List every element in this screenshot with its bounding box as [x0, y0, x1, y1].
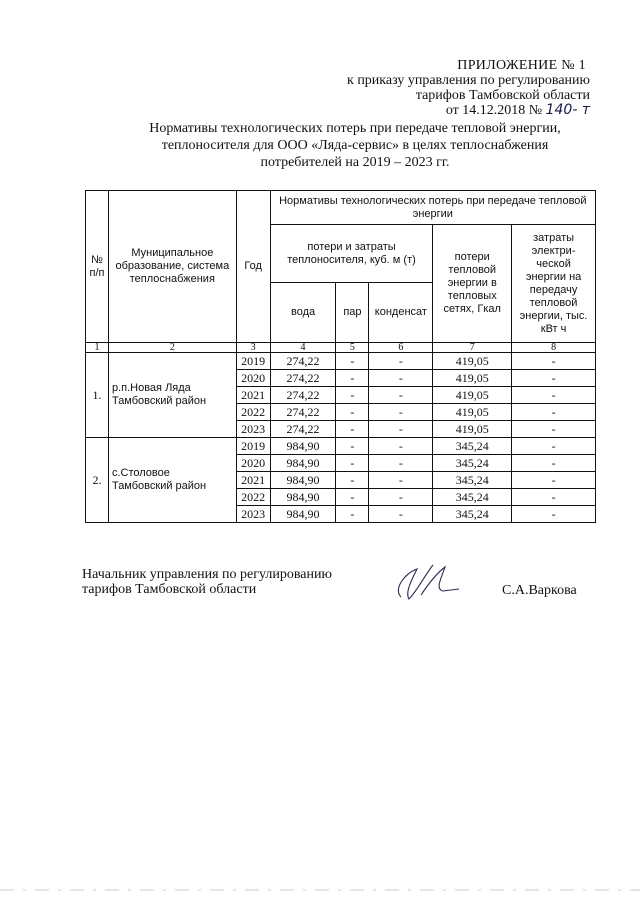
index-cell: 5 [336, 343, 369, 353]
appendix-line-2: тарифов Тамбовской области [415, 88, 590, 103]
electricity-cell: - [512, 353, 596, 370]
index-cell: 4 [270, 343, 336, 353]
year-cell: 2019 [236, 438, 270, 455]
header-condensate: конденсат [369, 283, 433, 343]
header-group: Нормативы технологических потерь при передаче тепловой энергии [270, 191, 595, 225]
condensate-cell: - [369, 472, 433, 489]
index-cell: 6 [369, 343, 433, 353]
electricity-cell: - [512, 387, 596, 404]
condensate-cell: - [369, 506, 433, 523]
year-cell: 2021 [236, 387, 270, 404]
heat-loss-cell: 419,05 [433, 387, 512, 404]
scan-edge-artifact [0, 888, 640, 892]
appendix-line-1: к приказу управления по регулированию [347, 73, 590, 88]
year-cell: 2019 [236, 353, 270, 370]
water-cell: 984,90 [270, 438, 336, 455]
header-year: Год [236, 191, 270, 343]
electricity-cell: - [512, 404, 596, 421]
year-cell: 2023 [236, 506, 270, 523]
water-cell: 274,22 [270, 387, 336, 404]
heat-loss-cell: 345,24 [433, 438, 512, 455]
signer-name: С.А.Варкова [502, 583, 577, 598]
order-date: от 14.12.2018 № [445, 103, 543, 118]
row-number: 2. [86, 438, 109, 523]
header-heat-loss: потери тепловой энергии в тепловых сетях, Гкал [433, 225, 512, 343]
condensate-cell: - [369, 404, 433, 421]
water-cell: 984,90 [270, 506, 336, 523]
water-cell: 274,22 [270, 370, 336, 387]
appendix-header [300, 58, 590, 118]
year-cell: 2020 [236, 370, 270, 387]
order-number: 140- т [545, 102, 590, 118]
index-cell: 7 [433, 343, 512, 353]
electricity-cell: - [512, 438, 596, 455]
water-cell: 984,90 [270, 472, 336, 489]
heat-loss-cell: 419,05 [433, 370, 512, 387]
heat-loss-cell: 345,24 [433, 455, 512, 472]
heat-loss-cell: 345,24 [433, 472, 512, 489]
index-cell: 1 [86, 343, 109, 353]
year-cell: 2023 [236, 421, 270, 438]
header-electricity: затраты электри-ческой энергии на передачу тепловой энергии, тыс. кВт ч [512, 225, 596, 343]
condensate-cell: - [369, 438, 433, 455]
condensate-cell: - [369, 455, 433, 472]
heat-loss-cell: 419,05 [433, 353, 512, 370]
heat-loss-cell: 419,05 [433, 404, 512, 421]
index-cell: 2 [108, 343, 236, 353]
handwritten-signature [387, 559, 477, 609]
header-municipality: Муниципальное образование, система теплоснабжения [108, 191, 236, 343]
document-title [110, 120, 600, 171]
signer-position-line-2: тарифов Тамбовской области [82, 582, 257, 597]
heat-loss-cell: 345,24 [433, 489, 512, 506]
year-cell: 2020 [236, 455, 270, 472]
row-number: 1. [86, 353, 109, 438]
water-cell: 274,22 [270, 404, 336, 421]
electricity-cell: - [512, 472, 596, 489]
steam-cell: - [336, 455, 369, 472]
signer-position-line-1: Начальник управления по регулированию [82, 567, 332, 582]
norms-table [85, 190, 596, 523]
heat-loss-cell: 419,05 [433, 421, 512, 438]
table-row [86, 438, 596, 455]
electricity-cell: - [512, 421, 596, 438]
table-body [86, 353, 596, 523]
electricity-cell: - [512, 489, 596, 506]
title-line-1: Нормативы технологических потерь при передаче тепловой энергии, [149, 121, 561, 136]
electricity-cell: - [512, 370, 596, 387]
condensate-cell: - [369, 489, 433, 506]
steam-cell: - [336, 489, 369, 506]
column-index-row [86, 343, 596, 353]
appendix-title: ПРИЛОЖЕНИЕ № 1 [457, 58, 586, 73]
year-cell: 2022 [236, 489, 270, 506]
steam-cell: - [336, 353, 369, 370]
steam-cell: - [336, 404, 369, 421]
table-row [86, 353, 596, 370]
condensate-cell: - [369, 353, 433, 370]
condensate-cell: - [369, 387, 433, 404]
order-date-line [300, 103, 590, 118]
steam-cell: - [336, 438, 369, 455]
steam-cell: - [336, 472, 369, 489]
steam-cell: - [336, 506, 369, 523]
year-cell: 2022 [236, 404, 270, 421]
index-cell: 3 [236, 343, 270, 353]
header-num: № п/п [86, 191, 109, 343]
header-water: вода [270, 283, 336, 343]
water-cell: 984,90 [270, 455, 336, 472]
steam-cell: - [336, 370, 369, 387]
header-coolant: потери и затраты теплоносителя, куб. м (т) [270, 225, 433, 283]
heat-loss-cell: 345,24 [433, 506, 512, 523]
condensate-cell: - [369, 370, 433, 387]
steam-cell: - [336, 387, 369, 404]
steam-cell: - [336, 421, 369, 438]
municipality-cell: р.п.Новая Ляда Тамбовский район [108, 353, 236, 438]
title-line-3: потребителей на 2019 – 2023 гг. [260, 155, 450, 170]
year-cell: 2021 [236, 472, 270, 489]
municipality-cell: с.Столовое Тамбовский район [108, 438, 236, 523]
header-steam: пар [336, 283, 369, 343]
water-cell: 274,22 [270, 353, 336, 370]
condensate-cell: - [369, 421, 433, 438]
electricity-cell: - [512, 455, 596, 472]
water-cell: 984,90 [270, 489, 336, 506]
index-cell: 8 [512, 343, 596, 353]
title-line-2: теплоносителя для ООО «Ляда-сервис» в целях теплоснабжения [161, 138, 549, 153]
electricity-cell: - [512, 506, 596, 523]
signature-block [82, 567, 592, 597]
water-cell: 274,22 [270, 421, 336, 438]
